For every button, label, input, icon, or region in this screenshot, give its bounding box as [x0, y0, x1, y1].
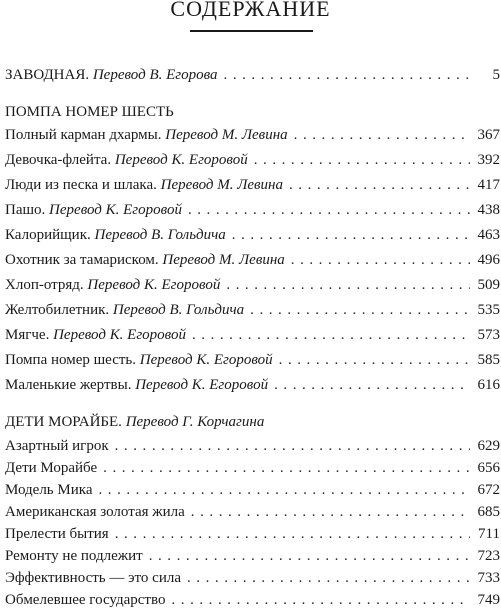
toc-entry[interactable] — [5, 436, 500, 456]
dot-leader — [115, 524, 470, 544]
toc-entry-title: Девочка-флейта. Перевод К. Егоровой — [5, 152, 248, 168]
toc-entry-title: Эффективность — это сила — [5, 570, 181, 586]
toc-entry-title: Ремонту не подлежит — [5, 548, 143, 564]
toc-entry-page: 685 — [477, 504, 500, 520]
toc-entry-page: 616 — [477, 377, 500, 393]
toc-entry[interactable] — [5, 350, 500, 370]
toc-entry-translator: Перевод К. Егоровой — [114, 152, 248, 168]
toc-entry[interactable] — [5, 300, 500, 320]
dot-leader — [115, 436, 470, 456]
dot-leader — [171, 590, 470, 610]
toc-entry[interactable] — [5, 275, 500, 295]
toc-entry[interactable] — [5, 200, 500, 220]
toc-entry-page: 672 — [477, 482, 500, 498]
dot-leader — [226, 275, 470, 295]
dot-leader — [250, 300, 470, 320]
toc-entry[interactable] — [5, 225, 500, 245]
toc-entry-translator: Перевод М. Левина — [165, 127, 288, 143]
toc-entry-page: 585 — [477, 352, 500, 368]
toc-entry-translator: Перевод М. Левина — [160, 177, 283, 193]
toc-entry-title: Маленькие жертвы. Перевод К. Егоровой — [5, 377, 269, 393]
toc-entry[interactable] — [5, 458, 500, 478]
toc-entry-title: Пашо. Перевод К. Егоровой — [5, 202, 182, 218]
toc-entry-page: 392 — [477, 152, 500, 168]
toc-entry-title: Азартный игрок — [5, 438, 109, 454]
dot-leader — [98, 480, 470, 500]
toc-entry-translator: Перевод К. Егоровой — [87, 277, 221, 293]
toc-entry-page: 438 — [477, 202, 500, 218]
toc-entry-translator: Перевод К. Егоровой — [53, 327, 186, 343]
dot-leader — [232, 225, 470, 245]
section-heading: ДЕТИ МОРАЙБЕ. Перевод Г. Корчагина — [5, 414, 265, 430]
dot-leader — [279, 350, 470, 370]
toc-entry-page: 629 — [477, 438, 500, 454]
toc-entry-page: 509 — [477, 277, 500, 293]
toc-entry[interactable] — [5, 524, 500, 544]
toc-entry-translator: Перевод М. Левина — [162, 252, 285, 268]
toc-entry-page: 5 — [492, 67, 500, 83]
toc-entry-title: Американская золотая жила — [5, 504, 185, 520]
toc-entry-title: Полный карман дхармы. Перевод М. Левина — [5, 127, 288, 143]
toc-entry[interactable] — [5, 590, 500, 610]
toc-entry-title: Дети Морайбе — [5, 460, 98, 476]
dot-leader — [188, 200, 470, 220]
toc-entry-page: 733 — [477, 570, 500, 586]
toc-entry-title: Люди из песка и шлака. Перевод М. Левина — [5, 177, 283, 193]
toc-entry[interactable] — [5, 480, 500, 500]
toc-entry-title: Помпа номер шесть. Перевод К. Егоровой — [5, 352, 273, 368]
toc-entry-translator: Перевод В. Егорова — [92, 67, 218, 83]
toc-entry-page: 463 — [477, 227, 500, 243]
toc-entry-page: 723 — [477, 548, 500, 564]
toc-entry-translator: Перевод В. Гольдича — [94, 227, 226, 243]
dot-leader — [254, 150, 470, 170]
toc-entry-translator: Перевод К. Егоровой — [49, 202, 182, 218]
toc-entry[interactable] — [5, 250, 500, 270]
dot-leader — [187, 568, 470, 588]
toc-entry-page: 573 — [477, 327, 500, 343]
toc-entry-title: Желтобилетник. Перевод В. Гольдича — [5, 302, 245, 318]
dot-leader — [224, 65, 470, 85]
toc-entry-title: ЗАВОДНАЯ. Перевод В. Егорова — [5, 67, 218, 83]
toc-entry[interactable] — [5, 502, 500, 522]
dot-leader — [274, 375, 470, 395]
toc-entry[interactable] — [5, 125, 500, 145]
toc-entry-page: 749 — [477, 592, 500, 608]
toc-entry-page: 417 — [477, 177, 500, 193]
toc-entry-title: Обмелевшее государство — [5, 592, 166, 608]
dot-leader — [192, 325, 470, 345]
dot-leader — [191, 502, 470, 522]
toc-entry-translator: Перевод К. Егоровой — [135, 377, 269, 393]
dot-leader — [291, 250, 470, 270]
toc-entry[interactable] — [5, 546, 500, 566]
toc-entry-page: 496 — [477, 252, 500, 268]
toc-entry[interactable] — [5, 150, 500, 170]
toc-entry-page: 656 — [477, 460, 500, 476]
section-translator: Перевод Г. Корчагина — [125, 414, 265, 430]
toc-entry-title: Охотник за тамариском. Перевод М. Левина — [5, 252, 285, 268]
toc-entry-translator: Перевод В. Гольдича — [112, 302, 245, 318]
toc-entry[interactable] — [5, 375, 500, 395]
toc-entry[interactable] — [5, 568, 500, 588]
toc-entry-translator: Перевод К. Егоровой — [139, 352, 273, 368]
page-title: СОДЕРЖАНИЕ — [170, 0, 331, 21]
dot-leader — [103, 458, 470, 478]
toc-entry[interactable] — [5, 175, 500, 195]
title-divider — [190, 30, 313, 32]
toc-entry-page: 367 — [477, 127, 500, 143]
toc-entry-page: 535 — [477, 302, 500, 318]
section-heading: ПОМПА НОМЕР ШЕСТЬ — [5, 104, 174, 120]
dot-leader — [294, 125, 470, 145]
dot-leader — [149, 546, 470, 566]
toc-entry-title: Прелести бытия — [5, 526, 109, 542]
toc-entry-title: Модель Мика — [5, 482, 93, 498]
toc-entry[interactable] — [5, 325, 500, 345]
toc-entry[interactable] — [5, 65, 500, 85]
toc-entry-title: Калорийщик. Перевод В. Гольдича — [5, 227, 226, 243]
toc-entry-page: 711 — [478, 526, 500, 542]
toc-entry-title: Мягче. Перевод К. Егоровой — [5, 327, 186, 343]
toc-entry-title: Хлоп-отряд. Перевод К. Егоровой — [5, 277, 221, 293]
dot-leader — [289, 175, 470, 195]
